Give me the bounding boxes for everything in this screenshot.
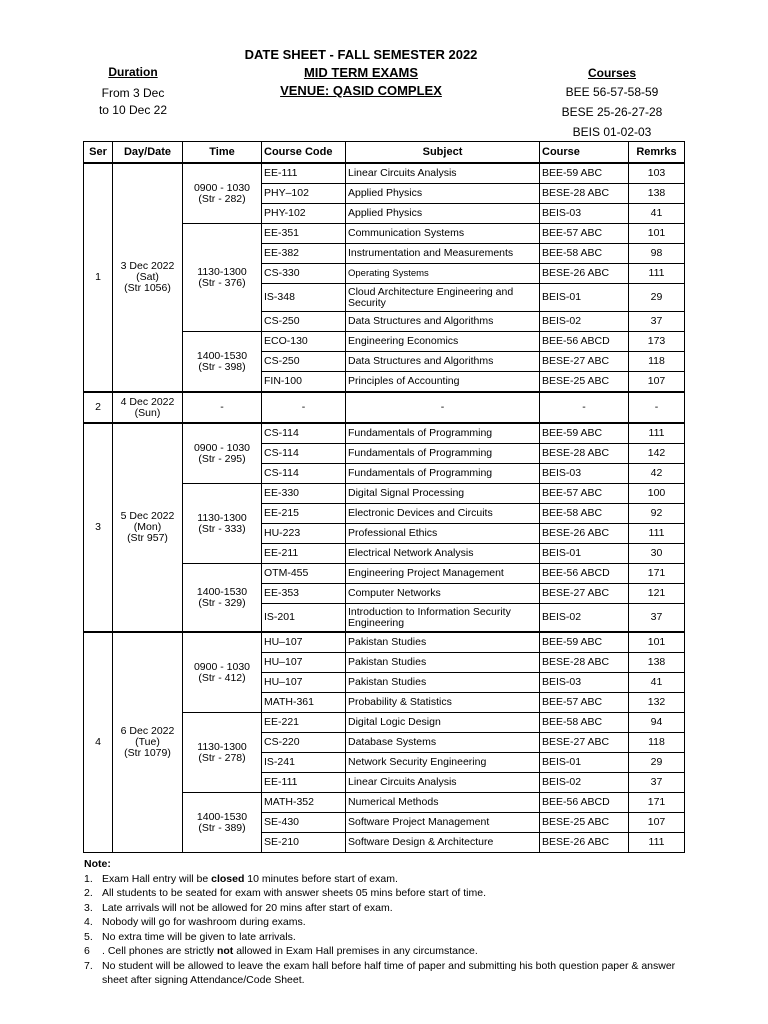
cell-course-code: EE-215 [262,504,346,524]
cell-course-code: PHY-102 [262,204,346,224]
cell-course-code: IS-241 [262,753,346,773]
courses-item: BESE 25-26-27-28 [561,105,663,119]
cell-subject: Linear Circuits Analysis [346,773,540,793]
duration-label: Duration [108,65,158,79]
cell-course: BESE-28 ABC [540,653,629,673]
header-subject: Subject [346,142,540,164]
cell-line: (Tue) [135,736,160,748]
note-item [84,872,684,887]
cell-subject: Instrumentation and Measurements [346,244,540,264]
cell-subject: Pakistan Studies [346,653,540,673]
cell-course-code: HU–107 [262,673,346,693]
cell-remarks: 42 [629,464,685,484]
cell-remarks: 29 [629,284,685,312]
cell-line: (Mon) [133,521,162,533]
cell-course-code: CS-250 [262,312,346,332]
note-item [84,930,684,945]
cell-course-code: - [262,392,346,423]
cell-line: 0900 - 1030 [193,441,251,454]
cell-subject: Linear Circuits Analysis [346,163,540,184]
cell-course: BEIS-01 [540,753,629,773]
duration-to: to 10 Dec 22 [98,103,168,117]
cell-course: BESE-26 ABC [540,264,629,284]
cell-remarks: 111 [629,833,685,853]
cell-course-code: SE-430 [262,813,346,833]
cell-line: (Sat) [136,271,159,283]
note-text-part: No extra time will be given to late arrivals. [102,930,296,943]
cell-remarks: 118 [629,733,685,753]
cell-course-code: MATH-352 [262,793,346,813]
note-number: 1. [84,872,93,885]
cell-time: - [183,392,262,423]
cell-course-code: EE-221 [262,713,346,733]
cell-remarks: 30 [629,544,685,564]
cell-line: (Str - 412) [198,671,246,684]
cell-course: BEE-59 ABC [540,423,629,444]
cell-course-code: CS-114 [262,464,346,484]
cell-time [183,484,262,564]
cell-subject: Pakistan Studies [346,673,540,693]
cell-course-code: FIN-100 [262,372,346,393]
table-row [84,392,685,423]
cell-course-code: EE-111 [262,773,346,793]
cell-subject: Introduction to Information Security Engineering [346,604,540,633]
cell-remarks: 101 [629,632,685,653]
cell-course: BESE-28 ABC [540,184,629,204]
cell-course-code: HU–107 [262,632,346,653]
cell-subject: Numerical Methods [346,793,540,813]
cell-subject: Fundamentals of Programming [346,444,540,464]
cell-course: BEIS-02 [540,773,629,793]
note-emphasis: not [216,945,234,957]
cell-line: (Str - 278) [198,751,246,764]
cell-course: BEIS-01 [540,284,629,312]
note-number: 5. [84,930,93,943]
cell-line: 1400-1530 [196,349,248,362]
cell-remarks: 101 [629,224,685,244]
cell-line: (Str 1079) [124,747,171,759]
table-row [84,423,685,444]
cell-remarks: 92 [629,504,685,524]
cell-time [183,564,262,633]
cell-remarks: 98 [629,244,685,264]
cell-ser: 2 [84,392,113,423]
cell-subject: Principles of Accounting [346,372,540,393]
cell-remarks: 103 [629,163,685,184]
note-number: 4. [84,916,93,928]
note-text [102,959,684,988]
cell-course-code: CS-250 [262,352,346,372]
cell-subject: Fundamentals of Programming [346,464,540,484]
cell-remarks: 171 [629,564,685,584]
cell-course: BESE-25 ABC [540,813,629,833]
cell-course-code: EE-211 [262,544,346,564]
header-day-date: Day/Date [113,142,183,164]
cell-remarks: 111 [629,524,685,544]
cell-line: 1400-1530 [196,810,248,823]
cell-line: (Sun) [134,406,161,419]
note-text-part: . Cell phones are strictly [102,945,217,957]
notes-list [84,872,684,988]
cell-day-date [113,632,183,853]
cell-remarks: 132 [629,693,685,713]
cell-remarks: 138 [629,184,685,204]
cell-time [183,713,262,793]
note-text-part: Exam Hall entry will be [102,872,212,885]
cell-day-date [113,423,183,632]
header-course-code: Course Code [262,142,346,164]
cell-course-code: HU-223 [262,524,346,544]
table-body [84,163,685,853]
cell-course-code: CS-220 [262,733,346,753]
cell-line: 3 Dec 2022 [120,260,175,272]
cell-time [183,163,262,224]
table-header-row [84,142,685,164]
courses-block [552,64,672,142]
notes-label: Note: [84,858,111,870]
cell-course: BESE-27 ABC [540,733,629,753]
cell-course: BEIS-01 [540,544,629,564]
cell-course: BESE-27 ABC [540,584,629,604]
note-text [102,872,398,887]
courses-item: BEIS 01-02-03 [572,125,652,139]
note-text-part: Nobody will go for washroom during exams. [102,916,306,928]
cell-course: BEIS-03 [540,204,629,224]
cell-time [183,332,262,393]
exam-schedule-table [83,141,685,853]
cell-subject: - [346,392,540,423]
cell-line: (Str - 329) [198,596,246,609]
cell-ser: 3 [84,423,113,632]
cell-course: BESE-27 ABC [540,352,629,372]
cell-line: 5 Dec 2022 [120,510,175,522]
cell-course: BESE-26 ABC [540,524,629,544]
cell-remarks: 94 [629,713,685,733]
note-item [84,901,684,916]
cell-course: - [540,392,629,423]
note-number: 3. [84,901,93,914]
cell-subject: Applied Physics [346,204,540,224]
page-subtitle: MID TERM EXAMS [303,65,419,80]
cell-remarks: 118 [629,352,685,372]
cell-course-code: CS-114 [262,423,346,444]
table-row [84,163,685,184]
cell-subject: Applied Physics [346,184,540,204]
courses-label: Courses [587,66,637,80]
cell-course: BEE-56 ABCD [540,793,629,813]
cell-course: BEE-56 ABCD [540,564,629,584]
note-number: 6 [84,945,90,957]
cell-course-code: CS-330 [262,264,346,284]
cell-line: (Str - 333) [198,522,246,535]
cell-line: (Str - 282) [198,192,246,205]
cell-remarks: 29 [629,753,685,773]
cell-remarks: 100 [629,484,685,504]
cell-subject: Data Structures and Algorithms [346,352,540,372]
venue-title: VENUE: QASID COMPLEX [280,83,442,98]
cell-course-code: EE-353 [262,584,346,604]
cell-remarks: 107 [629,813,685,833]
note-text-part: No student will be allowed to leave the exam hall before half time of paper and submitting his both question paper & answer sheet after signing Attendance/Code Sheet. [102,959,676,986]
cell-time [183,423,262,484]
cell-remarks: 142 [629,444,685,464]
cell-remarks: 37 [629,773,685,793]
cell-course: BEE-57 ABC [540,484,629,504]
cell-line: (Str 1056) [124,282,171,294]
cell-line: 1130-1300 [197,511,247,524]
cell-subject: Communication Systems [346,224,540,244]
cell-remarks: 37 [629,604,685,633]
note-item [84,944,684,959]
cell-remarks: 41 [629,204,685,224]
cell-subject: Professional Ethics [346,524,540,544]
note-text-part: allowed in Exam Hall premises in any circumstance. [233,945,478,957]
cell-subject: Software Project Management [346,813,540,833]
cell-remarks: 41 [629,673,685,693]
cell-course-code: CS-114 [262,444,346,464]
cell-line: (Str - 398) [198,360,246,373]
cell-course-code: IS-348 [262,284,346,312]
cell-line: 4 Dec 2022 [120,395,175,408]
header-time: Time [183,142,262,164]
cell-remarks: 138 [629,653,685,673]
note-text [102,901,393,916]
cell-line: (Str 957) [127,532,168,544]
cell-subject: Software Design & Architecture [346,833,540,853]
note-item [84,915,684,930]
cell-subject: Computer Networks [346,584,540,604]
cell-day-date [113,392,183,423]
cell-course: BEE-59 ABC [540,632,629,653]
cell-course: BEIS-03 [540,464,629,484]
cell-course-code: EE-351 [262,224,346,244]
cell-course-code: OTM-455 [262,564,346,584]
cell-remarks: 107 [629,372,685,393]
note-text [102,886,486,901]
cell-ser: 4 [84,632,113,853]
cell-remarks: - [629,392,685,423]
page-title: DATE SHEET - FALL SEMESTER 2022 [244,47,478,62]
cell-course: BESE-25 ABC [540,372,629,393]
cell-course: BEE-58 ABC [540,504,629,524]
cell-subject: Fundamentals of Programming [346,423,540,444]
title-block [200,46,522,100]
cell-remarks: 171 [629,793,685,813]
cell-ser: 1 [84,163,113,392]
note-text [102,944,478,959]
cell-line: 1130-1300 [197,740,247,753]
cell-subject: Pakistan Studies [346,632,540,653]
cell-line: (Str - 389) [198,821,246,834]
cell-course: BEE-57 ABC [540,693,629,713]
cell-remarks: 111 [629,423,685,444]
cell-course: BEE-57 ABC [540,224,629,244]
notes-block [84,857,684,988]
cell-time [183,793,262,853]
note-text-part: All students to be seated for exam with answer sheets 05 mins before start of time. [102,887,487,899]
cell-subject: Electrical Network Analysis [346,544,540,564]
note-text-part: 10 minutes before start of exam. [244,872,398,885]
cell-course-code: PHY–102 [262,184,346,204]
cell-line: 0900 - 1030 [193,181,251,194]
cell-course-code: IS-201 [262,604,346,633]
cell-subject: Database Systems [346,733,540,753]
cell-course-code: EE-111 [262,163,346,184]
cell-course: BESE-28 ABC [540,444,629,464]
cell-course: BESE-26 ABC [540,833,629,853]
cell-line: 6 Dec 2022 [120,725,175,737]
cell-course: BEE-58 ABC [540,713,629,733]
cell-course-code: HU–107 [262,653,346,673]
cell-time [183,224,262,332]
cell-course: BEE-59 ABC [540,163,629,184]
note-item [84,959,684,988]
note-text [102,915,306,930]
cell-line: 0900 - 1030 [193,660,251,673]
cell-subject: Engineering Project Management [346,564,540,584]
cell-course-code: SE-210 [262,833,346,853]
header-ser: Ser [84,142,113,164]
table-row [84,632,685,653]
header-remarks: Remrks [629,142,685,164]
note-number: 2. [84,887,93,899]
cell-course-code: ECO-130 [262,332,346,352]
cell-course-code: EE-330 [262,484,346,504]
cell-subject: Electronic Devices and Circuits [346,504,540,524]
note-emphasis: closed [211,872,245,885]
cell-course-code: MATH-361 [262,693,346,713]
note-text-part: Late arrivals will not be allowed for 20 mins after start of exam. [102,901,393,914]
cell-line: 1400-1530 [196,585,248,598]
cell-course: BEIS-03 [540,673,629,693]
note-item [84,886,684,901]
cell-subject: Cloud Architecture Engineering and Security [346,284,540,312]
cell-line: 1130-1300 [197,265,247,278]
duration-block [78,64,188,119]
cell-remarks: 111 [629,264,685,284]
courses-item: BEE 56-57-58-59 [565,85,659,99]
cell-subject: Engineering Economics [346,332,540,352]
duration-from: From 3 Dec [101,86,165,100]
cell-course: BEIS-02 [540,604,629,633]
cell-course: BEE-58 ABC [540,244,629,264]
cell-subject: Digital Logic Design [346,713,540,733]
cell-subject: Digital Signal Processing [346,484,540,504]
note-text [102,930,296,945]
cell-subject: Operating Systems [346,264,540,284]
cell-course: BEIS-02 [540,312,629,332]
note-number: 7. [84,959,93,972]
cell-line: (Str - 376) [198,276,246,289]
header-course: Course [540,142,629,164]
cell-remarks: 37 [629,312,685,332]
cell-subject: Data Structures and Algorithms [346,312,540,332]
cell-time [183,632,262,713]
cell-line: (Str - 295) [198,452,246,465]
cell-subject: Probability & Statistics [346,693,540,713]
cell-course-code: EE-382 [262,244,346,264]
cell-day-date [113,163,183,392]
cell-course: BEE-56 ABCD [540,332,629,352]
cell-remarks: 173 [629,332,685,352]
cell-remarks: 121 [629,584,685,604]
cell-subject: Network Security Engineering [346,753,540,773]
